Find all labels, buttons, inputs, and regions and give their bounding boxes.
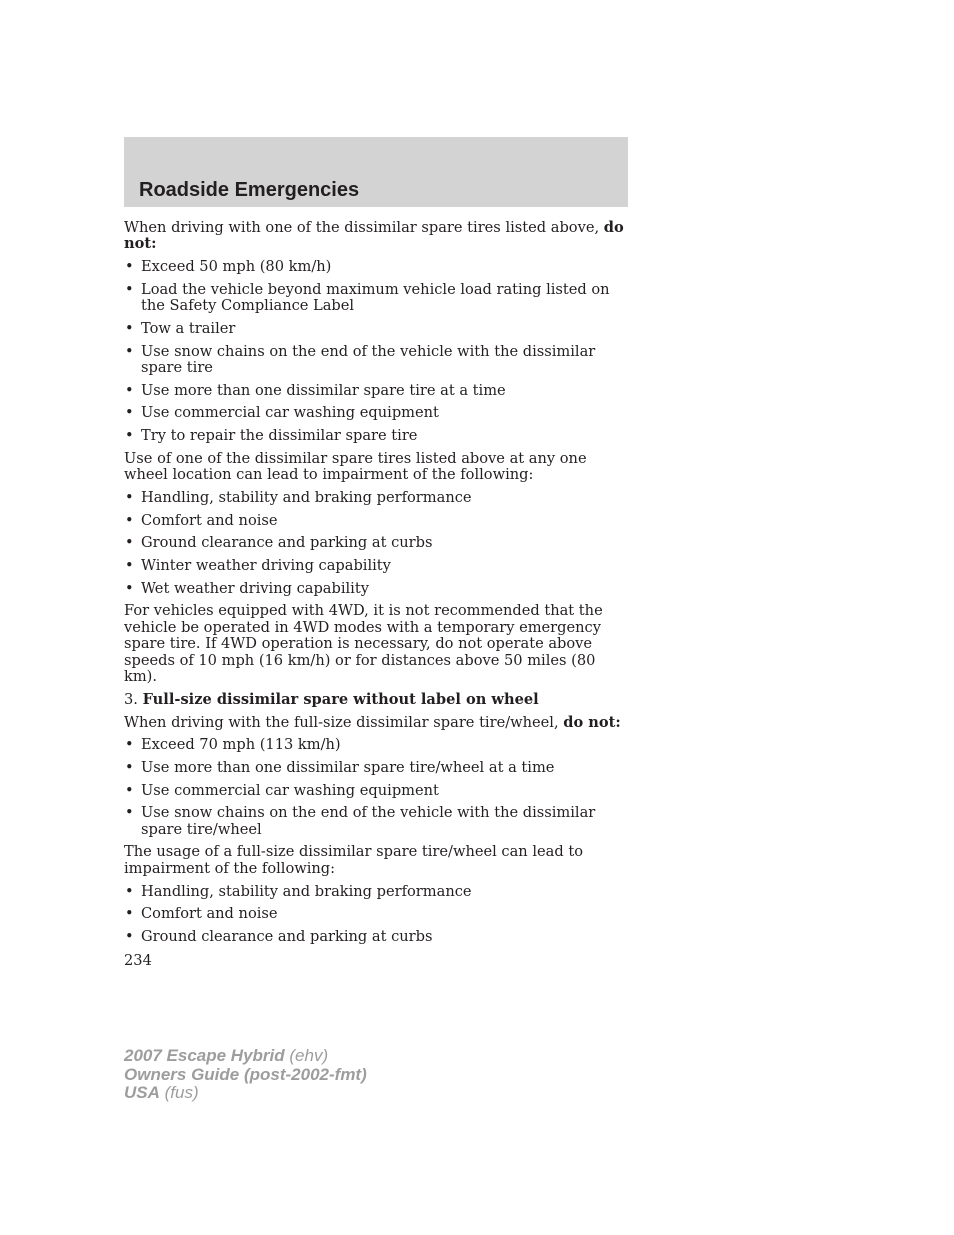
restrictions-list — [124, 259, 628, 444]
list-item-text: Use snow chains on the end of the vehicle with the dissimilar spare tire/wheel — [141, 804, 596, 838]
bullet-glyph: • — [125, 882, 134, 900]
list-item-text: Tow a trailer — [141, 319, 236, 337]
bullet-glyph: • — [125, 258, 134, 276]
section-title: Roadside Emergencies — [139, 179, 360, 201]
bullet-glyph: • — [125, 381, 134, 399]
list-item — [124, 783, 628, 799]
full-size-restrictions-list — [124, 737, 628, 838]
page-number: 234 — [124, 952, 152, 970]
bullet-glyph: • — [125, 758, 134, 776]
list-item — [124, 737, 628, 753]
list-item-text: Comfort and noise — [141, 905, 278, 923]
bullet-glyph: • — [125, 927, 134, 945]
intro-text: When driving with the full-size dissimilar spare tire/wheel, — [124, 713, 559, 731]
footer-line-model — [124, 1047, 367, 1066]
list-item — [124, 929, 628, 945]
intro-emphasis: do not: — [124, 219, 624, 253]
bullet-glyph: • — [125, 534, 134, 552]
footer-model: 2007 Escape Hybrid — [124, 1046, 285, 1065]
bullet-glyph: • — [125, 781, 134, 799]
list-item — [124, 805, 628, 838]
list-item — [124, 535, 628, 551]
list-item — [124, 344, 628, 377]
bullet-glyph: • — [125, 319, 134, 337]
list-item-text: Comfort and noise — [141, 511, 278, 529]
list-item — [124, 558, 628, 574]
list-item — [124, 405, 628, 421]
impairment-list — [124, 490, 628, 597]
bullet-glyph: • — [125, 404, 134, 422]
footer-region-code: (fus) — [164, 1083, 199, 1102]
bullet-glyph: • — [125, 280, 134, 298]
list-item — [124, 581, 628, 597]
list-item-text: Handling, stability and braking performance — [141, 882, 472, 900]
numbered-heading — [124, 692, 628, 708]
list-item-text: Ground clearance and parking at curbs — [141, 927, 433, 945]
footer-region: USA — [124, 1083, 160, 1102]
footer-line-region — [124, 1084, 367, 1103]
full-size-impairment-paragraph: The usage of a full-size dissimilar spare tire/wheel can lead to impairment of the following: — [124, 843, 583, 877]
section-header-band — [124, 137, 628, 207]
list-item — [124, 321, 628, 337]
footer-guide: Owners Guide (post-2002-fmt) — [124, 1064, 367, 1084]
list-item — [124, 490, 628, 506]
list-item — [124, 428, 628, 444]
list-item-text: Try to repair the dissimilar spare tire — [141, 427, 418, 445]
list-item-text: Ground clearance and parking at curbs — [141, 534, 433, 552]
footer-line-guide — [124, 1066, 367, 1085]
bullet-glyph: • — [125, 511, 134, 529]
list-item-text: Load the vehicle beyond maximum vehicle load rating listed on the Safety Compliance Label — [141, 280, 610, 315]
heading-text: Full-size dissimilar spare without label on wheel — [142, 690, 539, 708]
impairment-paragraph: Use of one of the dissimilar spare tires listed above at any one wheel location can lead to impairment of the following: — [124, 449, 587, 484]
list-item-text: Exceed 50 mph (80 km/h) — [141, 258, 332, 276]
4wd-paragraph: For vehicles equipped with 4WD, it is not recommended that the vehicle be operated in 4WD modes with a temporary emergency spare tire. If 4WD operation is necessary, do not operate above speeds of 10 mph (16 km/h) or for distances above 50 miles (80 km). — [124, 602, 603, 686]
document-footer — [124, 1047, 367, 1103]
full-size-impairment-list — [124, 884, 628, 946]
bullet-glyph: • — [125, 427, 134, 445]
list-item-text: Exceed 70 mph (113 km/h) — [141, 736, 341, 754]
bullet-glyph: • — [125, 905, 134, 923]
list-item-text: Use more than one dissimilar spare tire at a time — [141, 381, 506, 399]
bullet-glyph: • — [125, 342, 134, 360]
list-item — [124, 760, 628, 776]
page-content — [124, 220, 628, 976]
list-item — [124, 282, 628, 315]
footer-model-code: (ehv) — [289, 1046, 329, 1065]
list-item — [124, 383, 628, 399]
list-item-text: Handling, stability and braking performance — [141, 488, 472, 506]
list-item-text: Use snow chains on the end of the vehicle with the dissimilar spare tire — [141, 342, 596, 377]
bullet-glyph: • — [125, 488, 134, 506]
list-item — [124, 884, 628, 900]
list-item-text: Use commercial car washing equipment — [141, 404, 439, 422]
bullet-glyph: • — [125, 736, 134, 754]
list-item-text: Winter weather driving capability — [141, 557, 391, 575]
list-item — [124, 906, 628, 922]
intro-emphasis: do not: — [563, 713, 621, 731]
list-item-text: Use commercial car washing equipment — [141, 781, 439, 799]
bullet-glyph: • — [125, 579, 134, 597]
list-item — [124, 259, 628, 275]
heading-number: 3. — [124, 690, 138, 708]
bullet-glyph: • — [125, 557, 134, 575]
intro-text: When driving with one of the dissimilar spare tires listed above, — [124, 219, 600, 236]
list-item-text: Use more than one dissimilar spare tire/wheel at a time — [141, 758, 555, 776]
intro-paragraph — [124, 220, 628, 253]
list-item-text: Wet weather driving capability — [141, 579, 369, 597]
bullet-glyph: • — [125, 804, 134, 822]
full-size-intro-paragraph — [124, 715, 628, 731]
list-item — [124, 513, 628, 529]
